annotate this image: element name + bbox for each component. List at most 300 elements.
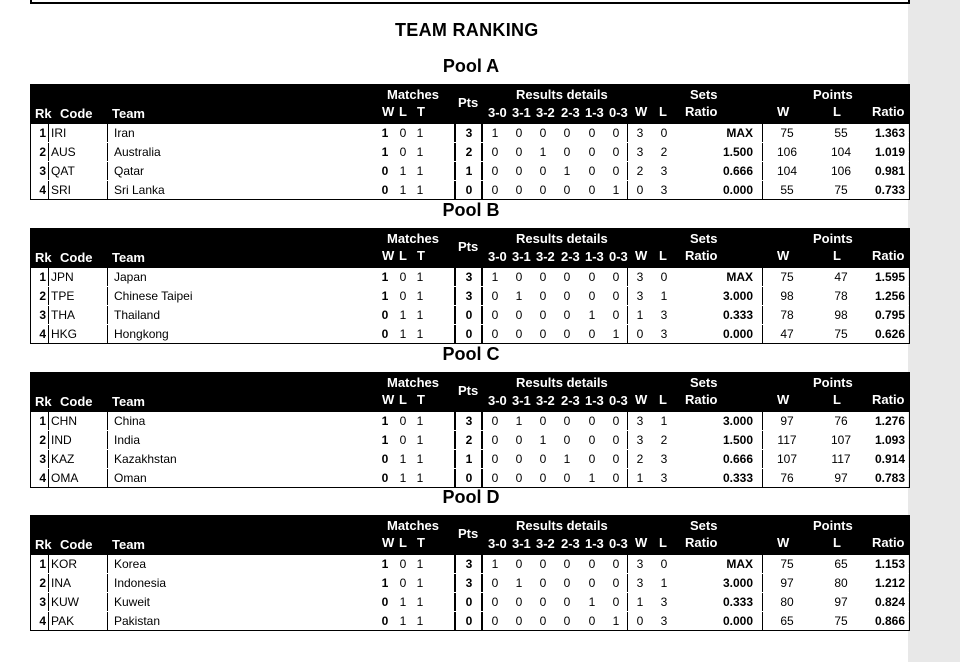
sets-w-cell: 1 bbox=[636, 595, 644, 609]
column-divider bbox=[107, 143, 108, 161]
matches-l-cell: 1 bbox=[399, 452, 407, 466]
table-row bbox=[31, 574, 909, 593]
matches-l-header: L bbox=[399, 535, 407, 550]
sets-w-cell: 1 bbox=[636, 471, 644, 485]
pts-cell: 2 bbox=[465, 145, 473, 159]
column-divider bbox=[48, 124, 49, 142]
column-divider bbox=[107, 124, 108, 142]
matches-w-header: W bbox=[382, 104, 395, 119]
points-l-cell: 55 bbox=[834, 126, 848, 140]
points-ratio-cell: 0.733 bbox=[874, 183, 905, 197]
points-w-cell: 76 bbox=[780, 471, 794, 485]
pool-table bbox=[30, 228, 910, 344]
pts-cell: 0 bbox=[465, 308, 473, 322]
table-row bbox=[31, 555, 909, 574]
result-3-0-header: 3-0 bbox=[488, 536, 507, 551]
result-3-0-header: 3-0 bbox=[488, 393, 507, 408]
matches-t-cell: 1 bbox=[416, 414, 424, 428]
column-divider bbox=[627, 555, 628, 573]
column-divider bbox=[454, 593, 456, 611]
result-3-0-cell: 0 bbox=[491, 433, 499, 447]
sets-l-header: L bbox=[659, 535, 667, 550]
sets-header: Sets bbox=[690, 87, 718, 102]
code-header: Code bbox=[60, 106, 93, 121]
matches-l-cell: 0 bbox=[399, 270, 407, 284]
points-header: Points bbox=[813, 231, 853, 246]
column-divider bbox=[762, 450, 763, 468]
code-cell: TPE bbox=[51, 289, 75, 303]
result-3-0-cell: 0 bbox=[491, 183, 499, 197]
result-3-1-header: 3-1 bbox=[512, 249, 531, 264]
column-divider bbox=[48, 431, 49, 449]
table-row bbox=[31, 287, 909, 306]
points-w-cell: 80 bbox=[780, 595, 794, 609]
column-divider bbox=[454, 306, 456, 324]
result-0-3-cell: 0 bbox=[612, 595, 620, 609]
result-0-3-cell: 0 bbox=[612, 471, 620, 485]
result-1-3-cell: 0 bbox=[588, 183, 596, 197]
column-divider bbox=[48, 268, 49, 286]
matches-t-cell: 1 bbox=[416, 270, 424, 284]
pts-cell: 0 bbox=[465, 614, 473, 628]
code-cell: JPN bbox=[51, 270, 74, 284]
result-3-0-cell: 1 bbox=[491, 557, 499, 571]
sets-l-cell: 3 bbox=[660, 308, 668, 322]
code-cell: IND bbox=[51, 433, 72, 447]
team-cell: Korea bbox=[114, 557, 147, 571]
pts-cell: 3 bbox=[465, 126, 473, 140]
sets-l-cell: 3 bbox=[660, 595, 668, 609]
table-body bbox=[30, 268, 910, 344]
result-2-3-cell: 0 bbox=[563, 145, 571, 159]
pts-header: Pts bbox=[458, 383, 479, 398]
column-divider bbox=[627, 162, 628, 180]
result-3-0-cell: 1 bbox=[491, 270, 499, 284]
rank-cell: 1 bbox=[39, 557, 46, 571]
result-3-1-cell: 1 bbox=[515, 576, 523, 590]
points-w-cell: 65 bbox=[780, 614, 794, 628]
result-0-3-cell: 0 bbox=[612, 145, 620, 159]
result-1-3-cell: 1 bbox=[588, 308, 596, 322]
results-details-header: Results details bbox=[516, 87, 608, 102]
result-2-3-header: 2-3 bbox=[561, 536, 580, 551]
result-3-0-cell: 1 bbox=[491, 126, 499, 140]
matches-l-cell: 1 bbox=[399, 183, 407, 197]
code-cell: AUS bbox=[51, 145, 76, 159]
sets-l-cell: 2 bbox=[660, 433, 668, 447]
rank-cell: 4 bbox=[39, 471, 46, 485]
matches-l-cell: 0 bbox=[399, 576, 407, 590]
points-w-header: W bbox=[777, 104, 790, 119]
sets-w-cell: 3 bbox=[636, 576, 644, 590]
sets-ratio-header: Ratio bbox=[685, 535, 718, 550]
result-3-2-cell: 0 bbox=[539, 270, 547, 284]
matches-t-cell: 1 bbox=[416, 452, 424, 466]
points-l-header: L bbox=[833, 104, 841, 119]
result-3-1-cell: 0 bbox=[515, 126, 523, 140]
rk-header: Rk bbox=[35, 106, 52, 121]
result-3-0-cell: 0 bbox=[491, 595, 499, 609]
rank-cell: 2 bbox=[39, 433, 46, 447]
team-header: Team bbox=[112, 106, 145, 121]
team-cell: India bbox=[114, 433, 141, 447]
sets-ratio-cell: 0.666 bbox=[722, 164, 753, 178]
result-0-3-header: 0-3 bbox=[609, 536, 628, 551]
result-3-1-cell: 0 bbox=[515, 433, 523, 447]
column-divider bbox=[48, 555, 49, 573]
sets-ratio-cell: 0.000 bbox=[722, 614, 753, 628]
sets-ratio-cell: MAX bbox=[726, 126, 753, 140]
table-row bbox=[31, 450, 909, 469]
matches-w-header: W bbox=[382, 535, 395, 550]
column-divider bbox=[762, 574, 763, 592]
team-cell: Japan bbox=[114, 270, 147, 284]
points-ratio-cell: 0.914 bbox=[874, 452, 905, 466]
points-w-header: W bbox=[777, 248, 790, 263]
matches-t-cell: 1 bbox=[416, 183, 424, 197]
code-cell: KAZ bbox=[51, 452, 75, 466]
points-w-cell: 75 bbox=[780, 126, 794, 140]
points-w-cell: 47 bbox=[780, 327, 794, 341]
matches-t-cell: 1 bbox=[416, 327, 424, 341]
pts-cell: 3 bbox=[465, 557, 473, 571]
sets-ratio-cell: 0.333 bbox=[722, 471, 753, 485]
rank-cell: 2 bbox=[39, 576, 46, 590]
result-0-3-cell: 1 bbox=[612, 614, 620, 628]
column-divider bbox=[107, 431, 108, 449]
matches-t-cell: 1 bbox=[416, 308, 424, 322]
points-w-cell: 107 bbox=[776, 452, 798, 466]
points-l-cell: 98 bbox=[834, 308, 848, 322]
points-header: Points bbox=[813, 518, 853, 533]
rk-header: Rk bbox=[35, 250, 52, 265]
result-1-3-cell: 0 bbox=[588, 164, 596, 178]
result-3-0-header: 3-0 bbox=[488, 105, 507, 120]
team-cell: Indonesia bbox=[114, 576, 167, 590]
matches-t-header: T bbox=[417, 104, 425, 119]
result-2-3-cell: 1 bbox=[563, 164, 571, 178]
result-1-3-cell: 0 bbox=[588, 557, 596, 571]
sets-w-cell: 3 bbox=[636, 414, 644, 428]
column-divider bbox=[762, 412, 763, 430]
column-divider bbox=[107, 325, 108, 343]
result-3-0-cell: 0 bbox=[491, 145, 499, 159]
column-divider bbox=[454, 612, 456, 630]
points-l-cell: 106 bbox=[830, 164, 852, 178]
sets-l-cell: 0 bbox=[660, 557, 668, 571]
column-divider bbox=[48, 450, 49, 468]
results-details-header: Results details bbox=[516, 518, 608, 533]
table-row bbox=[31, 306, 909, 325]
points-w-cell: 97 bbox=[780, 414, 794, 428]
table-row bbox=[31, 431, 909, 450]
results-details-header: Results details bbox=[516, 231, 608, 246]
sets-l-cell: 3 bbox=[660, 452, 668, 466]
sets-header: Sets bbox=[690, 375, 718, 390]
column-divider bbox=[48, 181, 49, 199]
matches-l-cell: 0 bbox=[399, 433, 407, 447]
matches-header: Matches bbox=[387, 231, 440, 246]
rank-cell: 2 bbox=[39, 289, 46, 303]
result-0-3-header: 0-3 bbox=[609, 249, 628, 264]
points-l-cell: 104 bbox=[830, 145, 852, 159]
column-divider bbox=[627, 124, 628, 142]
team-cell: Australia bbox=[114, 145, 161, 159]
result-3-2-cell: 0 bbox=[539, 126, 547, 140]
result-2-3-cell: 0 bbox=[563, 308, 571, 322]
result-3-1-cell: 0 bbox=[515, 557, 523, 571]
background-strip bbox=[908, 0, 960, 662]
sets-ratio-cell: 0.666 bbox=[722, 452, 753, 466]
column-divider bbox=[107, 450, 108, 468]
result-0-3-cell: 0 bbox=[612, 452, 620, 466]
pool-table bbox=[30, 515, 910, 631]
pts-cell: 3 bbox=[465, 289, 473, 303]
result-3-0-cell: 0 bbox=[491, 289, 499, 303]
column-divider bbox=[107, 268, 108, 286]
matches-w-cell: 1 bbox=[381, 126, 389, 140]
code-cell: KUW bbox=[51, 595, 79, 609]
sets-ratio-cell: 0.000 bbox=[722, 327, 753, 341]
result-2-3-header: 2-3 bbox=[561, 105, 580, 120]
code-cell: HKG bbox=[51, 327, 78, 341]
code-header: Code bbox=[60, 394, 93, 409]
column-divider bbox=[762, 162, 763, 180]
matches-t-header: T bbox=[417, 535, 425, 550]
points-l-cell: 97 bbox=[834, 595, 848, 609]
result-3-2-cell: 0 bbox=[539, 595, 547, 609]
result-1-3-cell: 1 bbox=[588, 471, 596, 485]
points-ratio-header: Ratio bbox=[872, 535, 905, 550]
result-2-3-cell: 0 bbox=[563, 614, 571, 628]
result-3-2-header: 3-2 bbox=[536, 393, 555, 408]
column-divider bbox=[48, 287, 49, 305]
column-divider bbox=[48, 612, 49, 630]
matches-l-header: L bbox=[399, 392, 407, 407]
result-2-3-header: 2-3 bbox=[561, 249, 580, 264]
rank-cell: 4 bbox=[39, 614, 46, 628]
matches-header: Matches bbox=[387, 375, 440, 390]
sets-ratio-cell: 0.000 bbox=[722, 183, 753, 197]
matches-w-cell: 1 bbox=[381, 433, 389, 447]
result-0-3-cell: 1 bbox=[612, 183, 620, 197]
sets-header: Sets bbox=[690, 518, 718, 533]
column-divider bbox=[762, 181, 763, 199]
sets-ratio-cell: 0.333 bbox=[722, 308, 753, 322]
result-3-1-cell: 0 bbox=[515, 270, 523, 284]
column-divider bbox=[762, 325, 763, 343]
code-cell: INA bbox=[51, 576, 72, 590]
table-header bbox=[30, 84, 910, 124]
result-3-2-cell: 1 bbox=[539, 433, 547, 447]
matches-t-cell: 1 bbox=[416, 126, 424, 140]
code-cell: KOR bbox=[51, 557, 78, 571]
code-cell: SRI bbox=[51, 183, 72, 197]
points-l-cell: 78 bbox=[834, 289, 848, 303]
result-3-2-cell: 0 bbox=[539, 289, 547, 303]
result-3-2-cell: 0 bbox=[539, 164, 547, 178]
pts-header: Pts bbox=[458, 239, 479, 254]
result-2-3-cell: 0 bbox=[563, 126, 571, 140]
rank-cell: 3 bbox=[39, 452, 46, 466]
pool-table bbox=[30, 372, 910, 488]
points-ratio-header: Ratio bbox=[872, 248, 905, 263]
matches-t-cell: 1 bbox=[416, 557, 424, 571]
team-cell: Chinese Taipei bbox=[114, 289, 193, 303]
points-w-cell: 117 bbox=[777, 433, 797, 447]
table-header bbox=[30, 228, 910, 268]
result-3-0-cell: 0 bbox=[491, 164, 499, 178]
column-divider bbox=[481, 555, 483, 573]
column-divider bbox=[107, 593, 108, 611]
sets-w-header: W bbox=[635, 248, 648, 263]
result-0-3-cell: 0 bbox=[612, 289, 620, 303]
result-1-3-cell: 0 bbox=[588, 414, 596, 428]
matches-header: Matches bbox=[387, 518, 440, 533]
column-divider bbox=[627, 181, 628, 199]
result-1-3-cell: 0 bbox=[588, 433, 596, 447]
matches-t-cell: 1 bbox=[416, 614, 424, 628]
column-divider bbox=[627, 287, 628, 305]
column-divider bbox=[481, 450, 483, 468]
column-divider bbox=[481, 593, 483, 611]
sets-ratio-cell: 0.333 bbox=[722, 595, 753, 609]
matches-w-cell: 0 bbox=[381, 595, 389, 609]
matches-header: Matches bbox=[387, 87, 440, 102]
result-3-0-cell: 0 bbox=[491, 414, 499, 428]
points-w-cell: 75 bbox=[780, 270, 794, 284]
matches-w-cell: 0 bbox=[381, 452, 389, 466]
matches-l-cell: 1 bbox=[399, 308, 407, 322]
sets-w-cell: 3 bbox=[636, 145, 644, 159]
result-3-1-cell: 0 bbox=[515, 452, 523, 466]
rank-cell: 2 bbox=[39, 145, 46, 159]
column-divider bbox=[48, 593, 49, 611]
points-l-cell: 47 bbox=[834, 270, 848, 284]
points-w-cell: 97 bbox=[780, 576, 794, 590]
sets-l-header: L bbox=[659, 248, 667, 263]
column-divider bbox=[107, 306, 108, 324]
matches-w-cell: 0 bbox=[381, 327, 389, 341]
points-header: Points bbox=[813, 375, 853, 390]
team-cell: Iran bbox=[114, 126, 135, 140]
matches-w-cell: 1 bbox=[381, 289, 389, 303]
sets-l-cell: 3 bbox=[660, 183, 668, 197]
result-0-3-header: 0-3 bbox=[609, 105, 628, 120]
points-ratio-cell: 0.824 bbox=[874, 595, 905, 609]
result-3-2-header: 3-2 bbox=[536, 105, 555, 120]
result-2-3-cell: 0 bbox=[563, 595, 571, 609]
top-frame-edge bbox=[30, 0, 910, 4]
result-2-3-cell: 0 bbox=[563, 471, 571, 485]
result-1-3-cell: 0 bbox=[588, 270, 596, 284]
matches-t-cell: 1 bbox=[416, 595, 424, 609]
team-cell: Sri Lanka bbox=[114, 183, 165, 197]
column-divider bbox=[107, 287, 108, 305]
matches-l-cell: 0 bbox=[399, 557, 407, 571]
points-header: Points bbox=[813, 87, 853, 102]
column-divider bbox=[627, 431, 628, 449]
sets-w-header: W bbox=[635, 535, 648, 550]
sets-w-header: W bbox=[635, 392, 648, 407]
column-divider bbox=[762, 124, 763, 142]
matches-l-header: L bbox=[399, 104, 407, 119]
column-divider bbox=[481, 306, 483, 324]
sets-w-cell: 1 bbox=[636, 308, 644, 322]
result-2-3-cell: 0 bbox=[563, 414, 571, 428]
team-header: Team bbox=[112, 250, 145, 265]
pts-cell: 0 bbox=[465, 471, 473, 485]
column-divider bbox=[762, 143, 763, 161]
sets-w-header: W bbox=[635, 104, 648, 119]
team-cell: Oman bbox=[114, 471, 147, 485]
table-header bbox=[30, 515, 910, 555]
column-divider bbox=[481, 181, 483, 199]
points-l-header: L bbox=[833, 535, 841, 550]
column-divider bbox=[48, 574, 49, 592]
code-cell: QAT bbox=[51, 164, 75, 178]
points-ratio-cell: 0.626 bbox=[874, 327, 905, 341]
result-3-2-cell: 0 bbox=[539, 414, 547, 428]
result-1-3-header: 1-3 bbox=[585, 249, 604, 264]
team-cell: Kuweit bbox=[114, 595, 151, 609]
code-header: Code bbox=[60, 537, 93, 552]
team-header: Team bbox=[112, 394, 145, 409]
result-2-3-cell: 0 bbox=[563, 327, 571, 341]
sets-w-cell: 2 bbox=[636, 164, 644, 178]
column-divider bbox=[454, 268, 456, 286]
matches-l-cell: 0 bbox=[399, 145, 407, 159]
column-divider bbox=[107, 469, 108, 487]
sets-ratio-cell: 1.500 bbox=[722, 145, 753, 159]
result-0-3-cell: 0 bbox=[612, 270, 620, 284]
column-divider bbox=[627, 593, 628, 611]
result-2-3-cell: 0 bbox=[563, 576, 571, 590]
points-ratio-cell: 1.093 bbox=[874, 433, 905, 447]
column-divider bbox=[627, 412, 628, 430]
sets-ratio-cell: 3.000 bbox=[722, 576, 753, 590]
result-3-1-cell: 1 bbox=[515, 414, 523, 428]
points-ratio-header: Ratio bbox=[872, 104, 905, 119]
result-3-2-cell: 0 bbox=[539, 471, 547, 485]
column-divider bbox=[454, 124, 456, 142]
column-divider bbox=[481, 124, 483, 142]
result-3-1-cell: 0 bbox=[515, 471, 523, 485]
column-divider bbox=[454, 469, 456, 487]
column-divider bbox=[481, 325, 483, 343]
column-divider bbox=[762, 555, 763, 573]
column-divider bbox=[627, 325, 628, 343]
column-divider bbox=[627, 143, 628, 161]
matches-w-cell: 1 bbox=[381, 576, 389, 590]
results-details-header: Results details bbox=[516, 375, 608, 390]
sets-ratio-header: Ratio bbox=[685, 392, 718, 407]
result-3-0-cell: 0 bbox=[491, 452, 499, 466]
column-divider bbox=[48, 306, 49, 324]
result-2-3-cell: 0 bbox=[563, 433, 571, 447]
matches-l-cell: 1 bbox=[399, 471, 407, 485]
table-row bbox=[31, 593, 909, 612]
points-l-cell: 80 bbox=[834, 576, 848, 590]
table-body bbox=[30, 555, 910, 631]
result-3-2-cell: 0 bbox=[539, 557, 547, 571]
sets-l-cell: 3 bbox=[660, 164, 668, 178]
column-divider bbox=[762, 287, 763, 305]
column-divider bbox=[627, 450, 628, 468]
page-title: TEAM RANKING bbox=[395, 20, 539, 40]
points-ratio-cell: 0.866 bbox=[874, 614, 905, 628]
column-divider bbox=[48, 412, 49, 430]
